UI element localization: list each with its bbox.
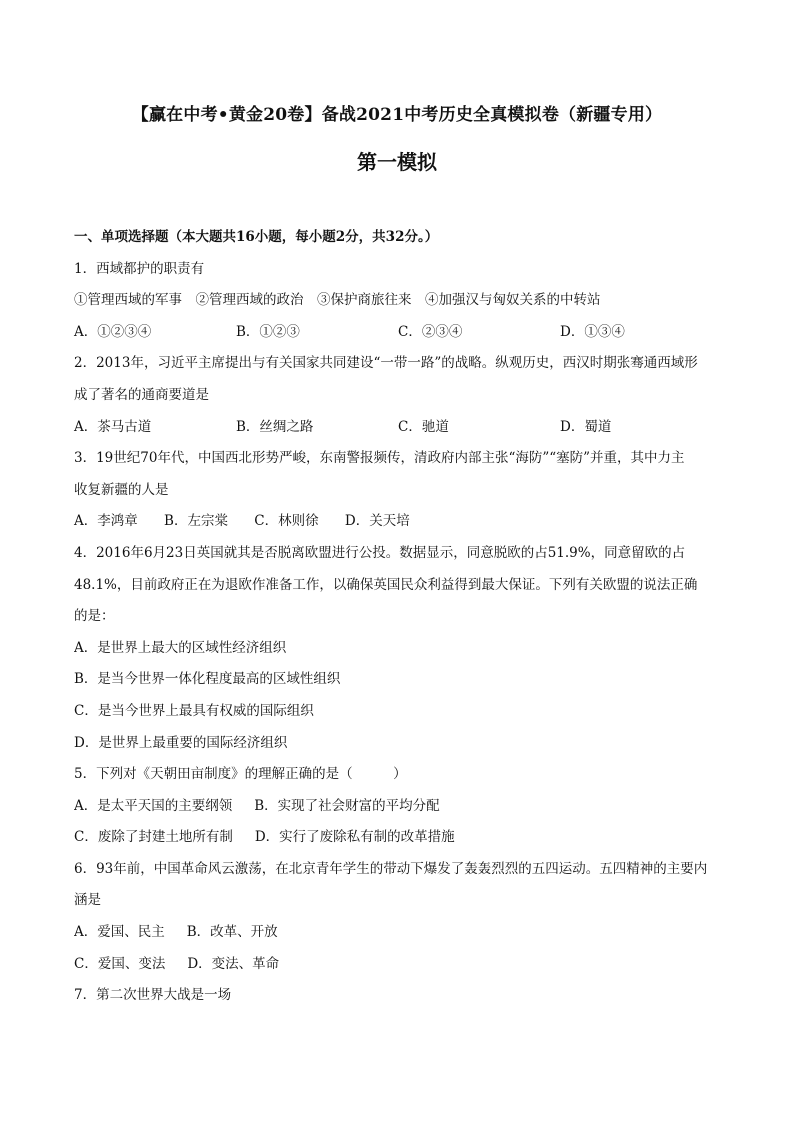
option-b: B．①②③: [236, 323, 300, 340]
document-title: 【赢在中考•黄金20卷】备战2021中考历史全真模拟卷（新疆专用）: [131, 105, 663, 125]
option-d: D．关天培: [344, 513, 410, 530]
option-d: D．变法、革命: [187, 955, 280, 972]
question-6: [74, 854, 724, 980]
answer-options-row-2: [74, 822, 724, 854]
option-c: C．是当今世界上最具有权威的国际组织: [74, 702, 314, 719]
question-3: [74, 443, 724, 538]
option-b: B．丝绸之路: [236, 418, 314, 435]
answer-options: [74, 412, 724, 444]
option-a: A．是世界上最大的区域性经济组织: [74, 639, 287, 656]
question-stem: 5．下列对《天朝田亩制度》的理解正确的是（ ）: [74, 766, 407, 783]
option-b: B．是当今世界一体化程度最高的区域性组织: [74, 671, 341, 688]
option-b: B．左宗棠: [164, 513, 228, 530]
question-2: [74, 348, 724, 443]
option-a: A．李鸿章: [74, 513, 138, 530]
section-title: 一、单项选择题（本大题共16小题，每小题2分，共32分。）: [74, 229, 439, 245]
question-stem: 4．2016年6月23日英国就其是否脱离欧盟进行公投。数据显示，同意脱欧的占51.9%，同意留欧的占: [74, 544, 686, 561]
answer-options-row-1: [74, 791, 724, 823]
question-stem: 6．93年前，中国革命风云激荡，在北京青年学生的带动下爆发了轰轰烈烈的五四运动。五四精神的主要内: [74, 860, 708, 877]
question-stem: 1．西域都护的职责有: [74, 260, 205, 277]
question-stem: 7．第二次世界大战是一场: [74, 987, 232, 1004]
document-content: [74, 222, 724, 1012]
question-stem: ①管理西域的军事 ②管理西域的政治 ③保护商旅往来 ④加强汉与匈奴关系的中转站: [74, 292, 601, 309]
question-stem: 48.1%，目前政府正在为退欧作准备工作，以确保英国民众利益得到最大保证。下列有关欧盟的说法正确: [74, 576, 698, 593]
option-a: A．是太平天国的主要纲领: [74, 797, 233, 814]
option-d: D．蜀道: [560, 418, 612, 435]
option-d: D．是世界上最重要的国际经济组织: [74, 734, 288, 751]
option-c: C．林则徐: [254, 513, 319, 530]
option-c: C．爱国、变法: [74, 955, 166, 972]
option-b: B．改革、开放: [186, 924, 278, 941]
option-d: D．实行了废除私有制的改革措施: [254, 829, 455, 846]
option-c: C．驰道: [398, 418, 449, 435]
question-1: [74, 254, 724, 349]
answer-options: [74, 506, 724, 538]
question-stem: 的是：: [74, 608, 115, 625]
question-7: [74, 980, 724, 1012]
option-a: A．①②③④: [74, 323, 152, 340]
question-stem: 2．2013年，习近平主席提出与有关国家共同建设“一带一路”的战略。纵观历史，西汉时期张骞通西域形: [74, 355, 698, 372]
answer-options-row-2: [74, 949, 724, 981]
option-c: C．废除了封建土地所有制: [74, 829, 233, 846]
answer-options: [74, 317, 724, 349]
question-stem: 成了著名的通商要道是: [74, 386, 209, 403]
question-stem: 涵是: [74, 892, 101, 909]
document-subtitle: 第一模拟: [357, 150, 437, 174]
question-5: [74, 759, 724, 854]
option-d: D．①③④: [560, 323, 625, 340]
option-a: A．爱国、民主: [74, 924, 165, 941]
answer-options-row-1: [74, 917, 724, 949]
question-stem: 3．19世纪70年代，中国西北形势严峻，东南警报频传，清政府内部主张“海防”“塞防”并重，其中力主: [74, 450, 685, 467]
option-c: C．②③④: [398, 323, 463, 340]
question-stem: 收复新疆的人是: [74, 481, 169, 498]
option-b: B．实现了社会财富的平均分配: [254, 797, 440, 814]
option-a: A．茶马古道: [74, 418, 152, 435]
question-4: [74, 538, 724, 759]
